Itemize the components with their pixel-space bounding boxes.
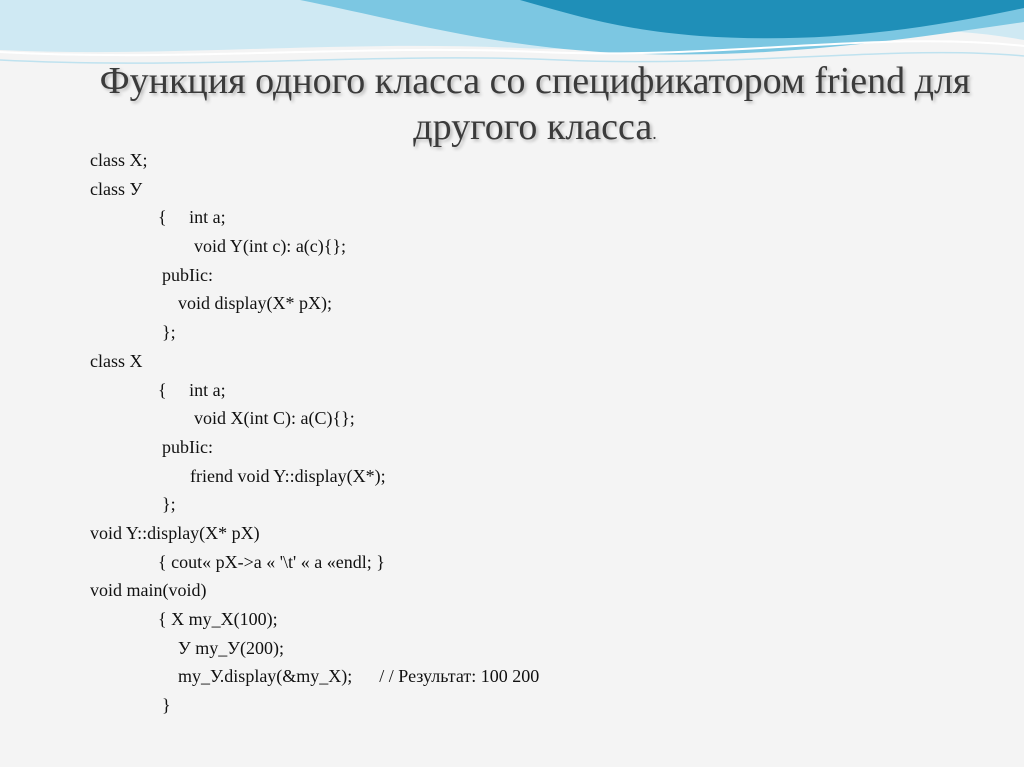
code-line: { int a; <box>158 379 226 400</box>
code-line: pubIic: <box>162 436 213 457</box>
code-line: class У <box>90 178 143 199</box>
code-line: }; <box>162 322 176 343</box>
slide-title-line-1: Функция одного класса со спецификатором friend для <box>99 60 971 102</box>
code-line: { int a; <box>158 207 226 228</box>
slide-title-period: . <box>652 123 657 143</box>
code-line: void X(int C): a(C){}; <box>194 408 355 429</box>
code-line: { cout« pX->a « '\t' « a «endl; } <box>158 551 385 572</box>
slide-title <box>60 58 1010 156</box>
code-line: friend void Y::display(X*); <box>190 465 386 486</box>
code-line: my_У.display(&my_X); / / Результат: 100 200 <box>178 666 540 687</box>
code-line: }; <box>162 494 176 515</box>
code-line: class X <box>90 350 143 371</box>
code-line: void main(void) <box>90 580 207 601</box>
code-listing <box>90 146 990 720</box>
code-line: void Y(int c): a(c){}; <box>194 236 347 257</box>
code-line: { X my_X(100); <box>158 609 278 629</box>
code-line: } <box>162 695 171 716</box>
code-line: class X; <box>90 150 148 170</box>
slide-title-line-2: другого класса <box>413 106 653 148</box>
code-line: pubIic: <box>162 264 213 285</box>
code-line: void display(X* pX); <box>178 293 332 314</box>
code-line: У my_У(200); <box>178 637 284 658</box>
code-line: void Y::display(X* pX) <box>90 522 260 543</box>
